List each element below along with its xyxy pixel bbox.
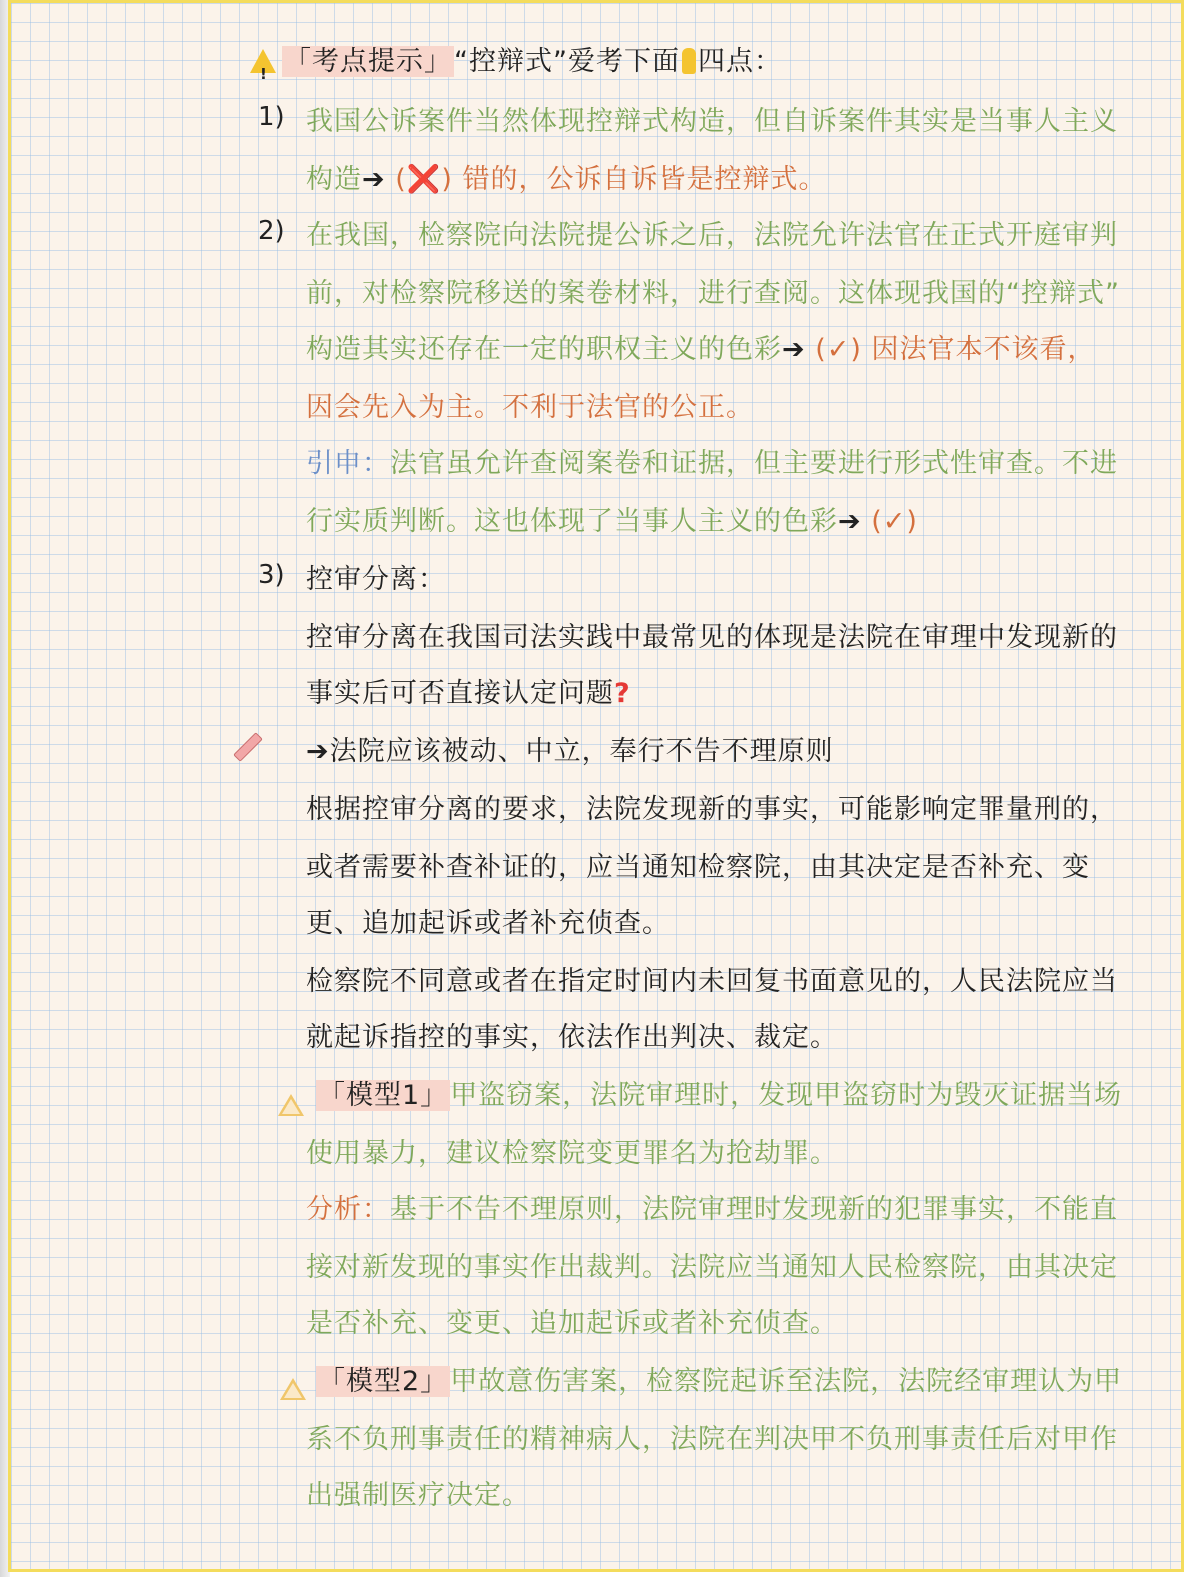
item-2-line-4: 因会先入为主。不利于法官的公正。 <box>306 392 754 423</box>
item-3-number: 3) <box>258 560 285 590</box>
extension-text-2: 行实质判断。这也体现了当事人主义的色彩 <box>306 506 838 537</box>
model-1-line-2: 使用暴力，建议检察院变更罪名为抢劫罪。 <box>306 1138 838 1169</box>
extension-line-1 <box>306 444 1118 484</box>
model-2-line-1 <box>316 1362 1122 1402</box>
item-1-orange: 错的，公诉自诉皆是控辩式。 <box>462 164 827 195</box>
extension-label: 引申： <box>306 448 390 479</box>
triangle-icon <box>278 1094 304 1116</box>
item-3-p1-line-2 <box>306 674 631 714</box>
item-1-green: 构造 <box>306 164 362 195</box>
model-2-line-3: 出强制医疗决定。 <box>306 1480 530 1511</box>
triangle-icon <box>280 1378 306 1400</box>
header-tag: 「考点提示」 <box>284 46 452 77</box>
model-2-line-2: 系不负刑事责任的精神病人，法院在判决甲不负刑事责任后对甲作 <box>306 1424 1118 1455</box>
analysis-text-1: 基于不告不理原则，法院审理时发现新的犯罪事实，不能直 <box>390 1194 1118 1225</box>
arrow-icon: ➔ <box>838 506 862 537</box>
item-1-line-1: 我国公诉案件当然体现控辩式构造，但自诉案件其实是当事人主义 <box>306 106 1118 137</box>
item-2-line-1: 在我国，检察院向法院提公诉之后，法院允许法官在正式开庭审判 <box>306 220 1118 251</box>
item-3-p3-line-2: 或者需要补查补证的，应当通知检察院，由其决定是否补充、变 <box>306 852 1090 883</box>
item-3-p4-line-1: 检察院不同意或者在指定时间内未回复书面意见的，人民法院应当 <box>306 966 1118 997</box>
model-2-text-1: 甲故意伤害案，检察院起诉至法院，法院经审理认为甲 <box>450 1366 1123 1397</box>
extension-line-2 <box>306 502 918 542</box>
pointing-down-icon <box>682 48 696 74</box>
model-1-tag: 「模型1」 <box>318 1080 449 1111</box>
header-text-b: 四点： <box>697 46 782 77</box>
item-3-p3-line-3: 更、追加起诉或者补充侦查。 <box>306 908 670 939</box>
question-mark: ? <box>614 678 631 709</box>
arrow-icon: ➔ <box>782 334 806 365</box>
analysis-label: 分析： <box>306 1194 390 1225</box>
arrow-icon: ➔ <box>362 164 386 195</box>
model-2-tag: 「模型2」 <box>318 1366 449 1397</box>
model-1-line-1 <box>316 1076 1122 1116</box>
item-2-line-2: 前，对检察院移送的案卷材料，进行查阅。这体现我国的“控辩式” <box>306 278 1120 309</box>
model-1-text-1: 甲盗窃案，法院审理时，发现甲盗窃时为毁灭证据当场 <box>450 1080 1123 1111</box>
check-mark: (✓) <box>815 334 862 365</box>
item-1-line-2 <box>306 160 827 200</box>
item-3-title: 控审分离： <box>306 564 446 595</box>
wrong-mark: (❌) <box>395 164 453 195</box>
header-text-a: “控辩式”爱考下面 <box>454 46 680 77</box>
item-1-number: 1) <box>258 102 285 132</box>
item-2-orange: 因法官本不该看， <box>871 334 1096 365</box>
analysis-line-2: 接对新发现的事实作出裁判。法院应当通知人民检察院，由其决定 <box>306 1252 1118 1283</box>
analysis-line-1 <box>306 1190 1118 1230</box>
warning-icon: ! <box>250 49 276 73</box>
item-2-line-3 <box>306 330 1096 370</box>
analysis-line-3: 是否补充、变更、追加起诉或者补充侦查。 <box>306 1308 838 1339</box>
item-3-p3-line-1: 根据控审分离的要求，法院发现新的事实，可能影响定罪量刑的， <box>306 794 1118 825</box>
item-2-green: 构造其实还存在一定的职权主义的色彩 <box>306 334 782 365</box>
item-3-p4-line-2: 就起诉指控的事实，依法作出判决、裁定。 <box>306 1022 838 1053</box>
check-mark: (✓) <box>871 506 918 537</box>
item-3-p1-line-1: 控审分离在我国司法实践中最常见的体现是法院在审理中发现新的 <box>306 622 1118 653</box>
extension-text-1: 法官虽允许查阅案卷和证据，但主要进行形式性审查。不进 <box>390 448 1118 479</box>
header-line <box>250 42 782 82</box>
item-3-p1-text: 事实后可否直接认定问题 <box>306 678 614 709</box>
item-2-number: 2) <box>258 216 285 246</box>
item-3-p2: ➔法院应该被动、中立，奉行不告不理原则 <box>306 736 834 767</box>
